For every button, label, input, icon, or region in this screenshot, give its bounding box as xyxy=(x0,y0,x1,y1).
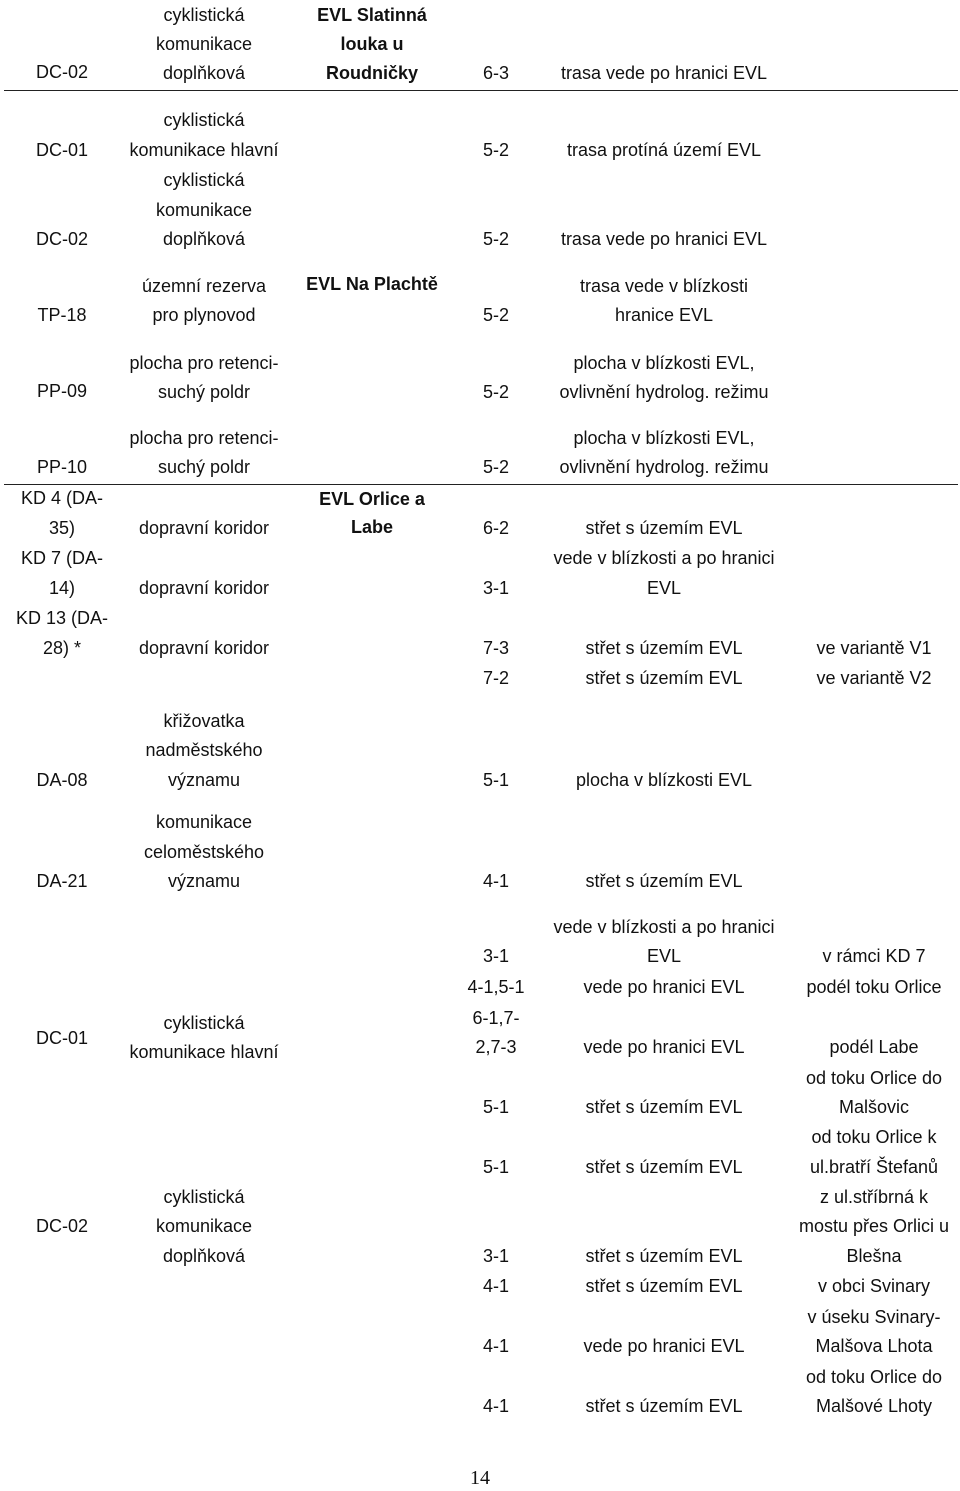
row-remark: podél toku Orlice xyxy=(806,977,942,997)
row-note: ovlivnění hydrolog. režimu xyxy=(559,382,769,402)
row-zone: 5-2 xyxy=(482,457,510,477)
row-note: střet s územím EVL xyxy=(585,1157,743,1177)
row-divider xyxy=(4,90,958,91)
row-note: střet s územím EVL xyxy=(585,1097,743,1117)
row-note: trasa protíná území EVL xyxy=(566,140,762,160)
row-type: komunikace hlavní xyxy=(129,140,279,160)
row-code: DC-02 xyxy=(35,62,89,82)
row-remark: podél Labe xyxy=(829,1037,919,1057)
row-code: DA-08 xyxy=(36,770,88,790)
row-zone: 2,7-3 xyxy=(475,1037,517,1057)
row-zone: 5-2 xyxy=(482,382,510,402)
row-type: komunikace xyxy=(155,812,253,832)
row-zone: 4-1,5-1 xyxy=(467,977,525,997)
row-zone: 6-1,7- xyxy=(472,1008,520,1028)
row-note: střet s územím EVL xyxy=(585,1276,743,1296)
row-type: významu xyxy=(167,871,241,891)
row-remark: od toku Orlice k xyxy=(811,1127,937,1147)
row-type: plocha pro retenci- xyxy=(129,353,279,373)
row-zone: 5-2 xyxy=(482,140,510,160)
row-note: trasa vede po hranici EVL xyxy=(560,229,768,249)
row-type: doplňková xyxy=(162,63,246,83)
row-note: trasa vede po hranici EVL xyxy=(560,63,768,83)
row-note: trasa vede v blízkosti xyxy=(579,276,749,296)
row-remark: od toku Orlice do xyxy=(805,1068,943,1088)
row-code: DC-01 xyxy=(35,1028,89,1048)
row-note: střet s územím EVL xyxy=(585,668,743,688)
row-zone: 5-2 xyxy=(482,305,510,325)
row-remark: ve variantě V1 xyxy=(816,638,932,658)
row-code: KD 4 (DA- xyxy=(20,488,104,508)
page-number: 14 xyxy=(470,1467,490,1489)
row-type: komunikace xyxy=(155,1216,253,1236)
row-zone: 7-3 xyxy=(482,638,510,658)
row-note: střet s územím EVL xyxy=(585,871,743,891)
row-zone: 4-1 xyxy=(482,1336,510,1356)
row-remark: mostu přes Orlici u xyxy=(798,1216,950,1236)
row-code: 28) * xyxy=(42,638,82,658)
row-type: plocha pro retenci- xyxy=(129,428,279,448)
row-note: střet s územím EVL xyxy=(585,1246,743,1266)
evl-site-name: EVL Slatinná xyxy=(317,5,427,25)
row-zone: 6-3 xyxy=(482,63,510,83)
row-remark: od toku Orlice do xyxy=(805,1367,943,1387)
row-type: dopravní koridor xyxy=(138,578,270,598)
row-type: cyklistická xyxy=(163,110,245,130)
row-type: komunikace hlavní xyxy=(129,1042,279,1062)
row-zone: 4-1 xyxy=(482,871,510,891)
row-code: KD 7 (DA- xyxy=(20,548,104,568)
row-zone: 4-1 xyxy=(482,1396,510,1416)
row-note: střet s územím EVL xyxy=(585,638,743,658)
row-code: DC-01 xyxy=(35,140,89,160)
row-note: vede po hranici EVL xyxy=(583,977,745,997)
row-note: vede v blízkosti a po hranici xyxy=(553,548,775,568)
row-remark: v úseku Svinary- xyxy=(807,1307,941,1327)
row-zone: 7-2 xyxy=(482,668,510,688)
row-remark: Blešna xyxy=(846,1246,902,1266)
row-code: PP-10 xyxy=(36,457,88,477)
row-note: střet s územím EVL xyxy=(585,518,743,538)
evl-site-name: Labe xyxy=(350,517,394,537)
evl-site-name: louka u xyxy=(340,34,404,54)
evl-site-name: Roudničky xyxy=(325,63,419,83)
row-type: nadměstského xyxy=(145,740,263,760)
row-zone: 5-1 xyxy=(482,770,510,790)
row-note: vede po hranici EVL xyxy=(583,1336,745,1356)
evl-site-name: EVL Na Plachtě xyxy=(306,274,438,294)
row-note: EVL xyxy=(646,578,682,598)
row-note: vede po hranici EVL xyxy=(583,1037,745,1057)
evl-site-name: EVL Orlice a xyxy=(319,489,425,509)
row-type: doplňková xyxy=(162,229,246,249)
row-code: DA-21 xyxy=(36,871,88,891)
row-zone: 3-1 xyxy=(482,946,510,966)
row-note: EVL xyxy=(646,946,682,966)
row-code: TP-18 xyxy=(37,305,87,325)
row-zone: 5-1 xyxy=(482,1157,510,1177)
row-type: komunikace xyxy=(155,200,253,220)
row-note: plocha v blízkosti EVL, xyxy=(573,353,755,373)
row-type: cyklistická xyxy=(163,5,245,25)
row-type: pro plynovod xyxy=(152,305,256,325)
row-note: hranice EVL xyxy=(614,305,714,325)
row-note: vede v blízkosti a po hranici xyxy=(553,917,775,937)
row-type: suchý poldr xyxy=(157,457,251,477)
row-type: cyklistická xyxy=(163,1187,245,1207)
row-remark: Malšova Lhota xyxy=(815,1336,933,1356)
row-code: DC-02 xyxy=(35,1216,89,1236)
row-note: plocha v blízkosti EVL, xyxy=(573,428,755,448)
row-type: cyklistická xyxy=(163,170,245,190)
row-remark: ve variantě V2 xyxy=(816,668,932,688)
row-remark: Malšovic xyxy=(838,1097,910,1117)
row-zone: 3-1 xyxy=(482,578,510,598)
row-zone: 4-1 xyxy=(482,1276,510,1296)
row-zone: 3-1 xyxy=(482,1246,510,1266)
row-code: 35) xyxy=(48,518,76,538)
row-code: DC-02 xyxy=(35,229,89,249)
row-remark: ul.bratří Štefanů xyxy=(809,1157,939,1177)
row-zone: 5-1 xyxy=(482,1097,510,1117)
row-note: ovlivnění hydrolog. režimu xyxy=(559,457,769,477)
row-type: doplňková xyxy=(162,1246,246,1266)
row-divider xyxy=(4,484,958,485)
row-code: PP-09 xyxy=(36,381,88,401)
row-type: dopravní koridor xyxy=(138,518,270,538)
row-type: komunikace xyxy=(155,34,253,54)
row-type: celoměstského xyxy=(143,842,265,862)
row-note: plocha v blízkosti EVL xyxy=(575,770,753,790)
row-type: dopravní koridor xyxy=(138,638,270,658)
row-remark: z ul.stříbrná k xyxy=(819,1187,929,1207)
row-type: cyklistická xyxy=(163,1013,245,1033)
row-code: 14) xyxy=(48,578,76,598)
row-zone: 6-2 xyxy=(482,518,510,538)
row-remark: v obci Svinary xyxy=(817,1276,931,1296)
row-type: křižovatka xyxy=(163,711,245,731)
row-remark: Malšové Lhoty xyxy=(815,1396,933,1416)
row-type: významu xyxy=(167,770,241,790)
row-zone: 5-2 xyxy=(482,229,510,249)
row-type: územní rezerva xyxy=(141,276,267,296)
row-remark: v rámci KD 7 xyxy=(822,946,926,966)
row-note: střet s územím EVL xyxy=(585,1396,743,1416)
row-code: KD 13 (DA- xyxy=(15,608,109,628)
row-type: suchý poldr xyxy=(157,382,251,402)
